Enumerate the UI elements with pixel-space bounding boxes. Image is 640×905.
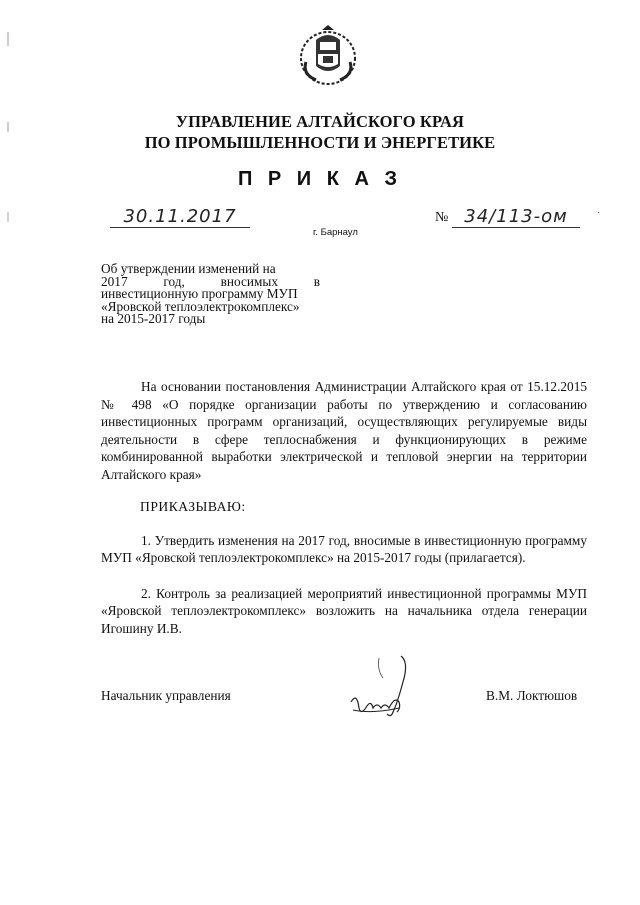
subject-line: 2017 год, вносимых в bbox=[101, 273, 320, 289]
order-date: 30.11.2017 bbox=[110, 206, 250, 228]
city-label: г. Барнаул bbox=[313, 227, 358, 238]
basis-paragraph: На основании постановления Администрации Алтайского края от 15.12.2015 № 498 «О порядке организации работы по утверждению и согласованию инвестиционных программ организаций, осуществляющих регулируемые виды деятельности в сфере теплоснабжения и функционирующих в режиме комбинированной выработки электрической и тепловой энергии на территории Алтайского края» bbox=[101, 379, 587, 482]
subject-line: на 2015-2017 годы bbox=[101, 311, 206, 326]
org-name-line2: ПО ПРОМЫШЛЕННОСТИ И ЭНЕРГЕТИКЕ bbox=[144, 133, 496, 152]
decree-heading: ПРИКАЗЫВАЮ: bbox=[140, 499, 246, 514]
stray-mark: · bbox=[597, 208, 601, 219]
org-name-line1: УПРАВЛЕНИЕ АЛТАЙСКОГО КРАЯ bbox=[175, 112, 465, 131]
signer-name: В.М. Локтюшов bbox=[486, 688, 578, 703]
signer-position: Начальник управления bbox=[101, 688, 231, 703]
subject-block bbox=[101, 263, 320, 326]
document-title: П Р И К А З bbox=[237, 168, 403, 190]
coat-of-arms-icon bbox=[296, 22, 360, 86]
subject-line: Об утверждении изменений на bbox=[101, 261, 276, 276]
order-item-1: 1. Утвердить изменения на 2017 год, вносимые в инвестиционную программу МУП «Яровской теплоэлектрокомплекс» на 2015-2017 годы (прилагается). bbox=[101, 533, 587, 566]
subject-line: «Яровской теплоэлектрокомплекс» bbox=[101, 298, 300, 314]
handwritten-signature bbox=[343, 652, 423, 732]
subject-line: инвестиционную программу МУП bbox=[101, 286, 298, 301]
scan-edge-mark bbox=[6, 32, 10, 232]
order-item-2: 2. Контроль за реализацией мероприятий инвестиционной программы МУП «Яровской теплоэлектрокомплекс» возложить на начальника отдела генерации Игошину И.В. bbox=[101, 586, 587, 636]
number-sign: № bbox=[435, 210, 449, 225]
order-number: 34/113-ом bbox=[452, 206, 580, 228]
